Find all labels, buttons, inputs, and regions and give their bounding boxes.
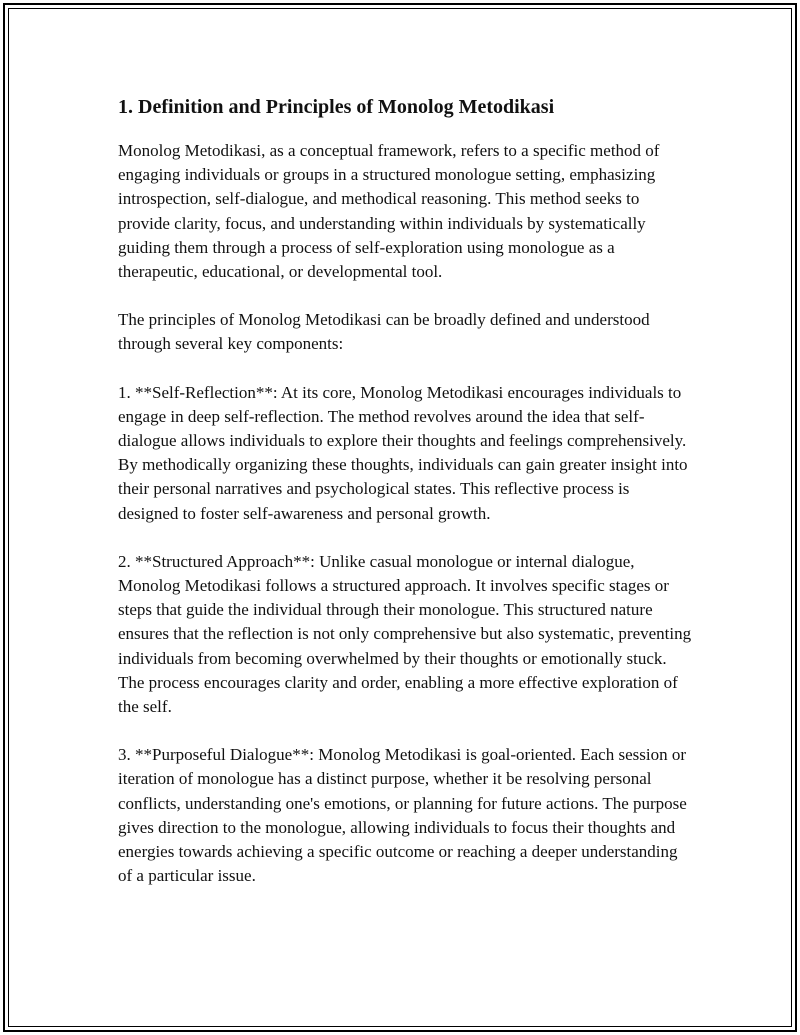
paragraph-purposeful-dialogue: 3. **Purposeful Dialogue**: Monolog Metodikasi is goal-oriented. Each session or iteration of monologue has a distinct purpose, whether it be resolving personal conflicts, understanding one's emotions, or planning for future actions. The purpose gives direction to the monologue, allowing individuals to focus their thoughts and energies towards achieving a specific outcome or reaching a deeper understanding of a particular issue. [118, 745, 687, 886]
paragraph-principles-intro: The principles of Monolog Metodikasi can be broadly defined and understood through several key components: [118, 310, 650, 354]
paragraph-definition: Monolog Metodikasi, as a conceptual framework, refers to a specific method of engaging individuals or groups in a structured monologue setting, emphasizing introspection, self-dialogue, and methodical reasoning. This method seeks to provide clarity, focus, and understanding within individuals by systematically guiding them through a process of self-exploration using monologue as a therapeutic, educational, or developmental tool. [118, 141, 660, 282]
document-body [118, 94, 693, 912]
paragraph-structured-approach: 2. **Structured Approach**: Unlike casual monologue or internal dialogue, Monolog Metodikasi follows a structured approach. It involves specific stages or steps that guide the individual through their monologue. This structured nature ensures that the reflection is not only comprehensive but also systematic, preventing individuals from becoming overwhelmed by their thoughts or emotionally stuck. The process encourages clarity and order, enabling a more effective exploration of the self. [118, 551, 692, 717]
paragraph-self-reflection: 1. **Self-Reflection**: At its core, Monolog Metodikasi encourages individuals to engage in deep self-reflection. The method revolves around the idea that self-dialogue allows individuals to explore their thoughts and feelings comprehensively. By methodically organizing these thoughts, individuals can gain greater insight into their personal narratives and psychological states. This reflective process is designed to foster self-awareness and personal growth. [118, 382, 688, 523]
section-heading: 1. Definition and Principles of Monolog Metodikasi [118, 96, 555, 118]
